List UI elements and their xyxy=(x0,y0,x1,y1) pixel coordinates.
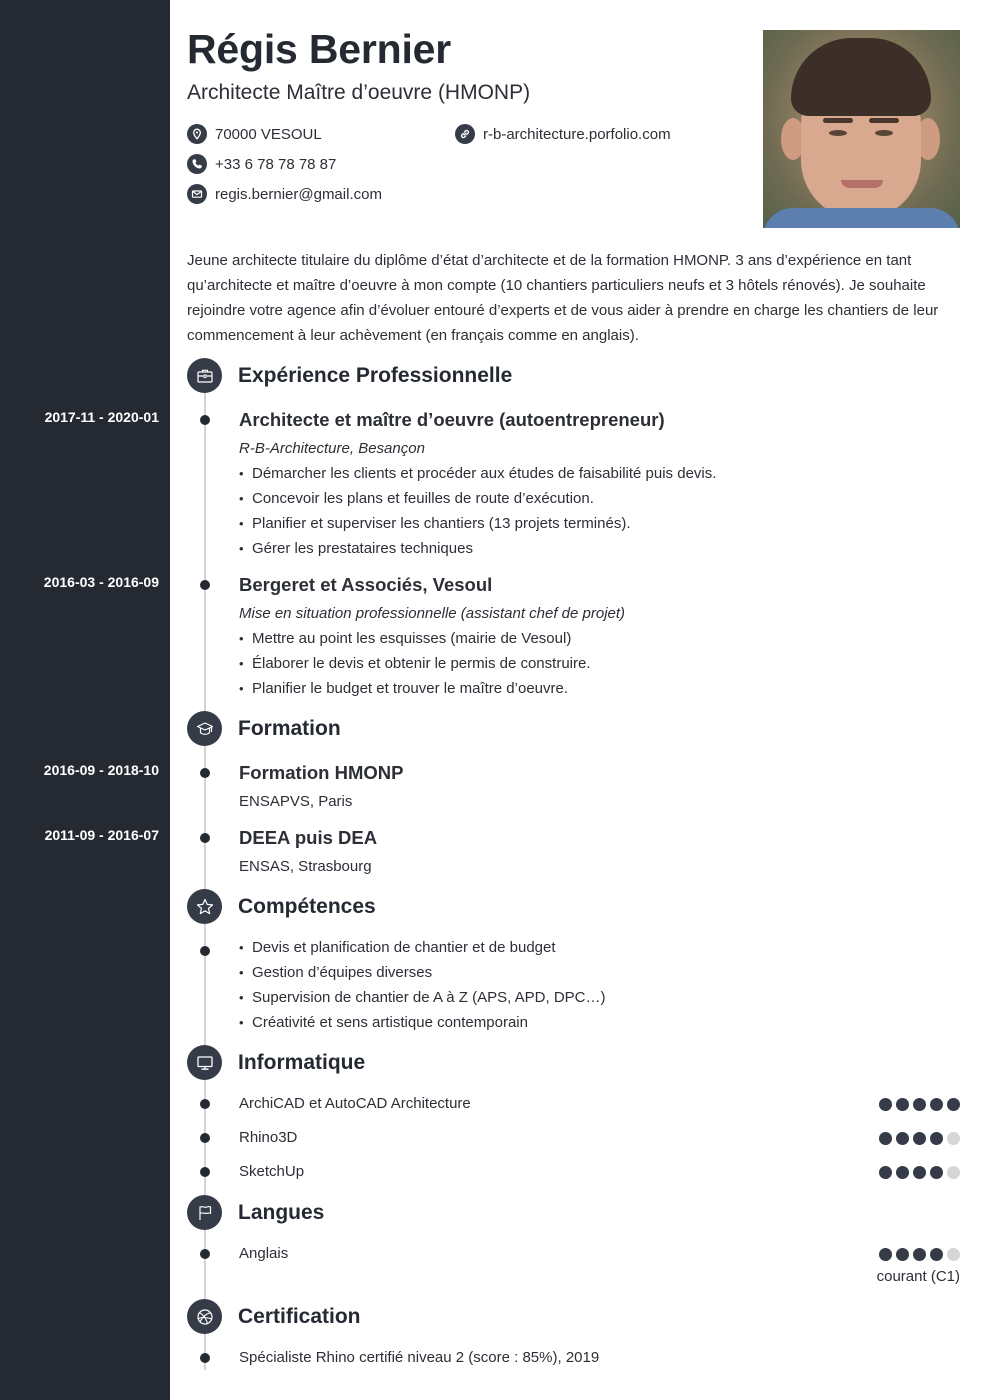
rating-dot-filled xyxy=(930,1132,943,1145)
graduation-cap-icon xyxy=(187,711,222,746)
software-rating xyxy=(879,1132,960,1145)
phone-icon xyxy=(187,154,207,174)
link-icon xyxy=(455,124,475,144)
rating-dot-empty xyxy=(947,1248,960,1261)
rating-dot-empty xyxy=(947,1132,960,1145)
rating-dot-filled xyxy=(913,1166,926,1179)
section-title: Langues xyxy=(238,1200,325,1224)
task-item: • Mettre au point les esquisses (mairie de Vesoul) xyxy=(239,626,591,651)
rating-dot-filled xyxy=(879,1166,892,1179)
skill-item: • Créativité et sens artistique contemporain xyxy=(239,1010,606,1035)
candidate-name: Régis Bernier xyxy=(187,26,452,72)
profile-summary: Jeune architecte titulaire du diplôme d’état d’architecte et de la formation HMONP. 3 ans d’expérience en tant qu’architecte et maître d’oeuvre à mon compte (10 chantiers particuliers neufs et 3 hôtels rénovés). Je souhaite rejoindre votre agence afin d’évoluer entouré d’experts et de vous aider à prendre en charge les chantiers de leur commencement à leur achèvement (en français comme en anglais). xyxy=(187,252,939,344)
task-item: • Planifier et superviser les chantiers (13 projets terminés). xyxy=(239,511,716,536)
rating-dot-filled xyxy=(879,1098,892,1111)
rating-dot-filled xyxy=(896,1166,909,1179)
rating-dot-filled xyxy=(913,1132,926,1145)
date-range: 2016-09 - 2018-10 xyxy=(43,762,159,778)
section-education xyxy=(187,711,341,746)
rating-dot-filled xyxy=(896,1098,909,1111)
timeline-dot xyxy=(200,415,210,425)
rating-dot-filled xyxy=(879,1132,892,1145)
software-name: Rhino3D xyxy=(239,1129,298,1146)
software-name: SketchUp xyxy=(239,1163,305,1180)
rating-dot-filled xyxy=(930,1166,943,1179)
skill-item: • Devis et planification de chantier et de budget xyxy=(239,935,606,960)
date-range: 2017-11 - 2020-01 xyxy=(44,409,159,425)
section-certification xyxy=(187,1299,361,1334)
section-title: Informatique xyxy=(238,1050,366,1074)
contact-website xyxy=(455,124,671,144)
language-name: Anglais xyxy=(239,1245,289,1262)
section-skills xyxy=(187,889,376,924)
task-item: • Démarcher les clients et procéder aux études de faisabilité puis devis. xyxy=(239,461,716,486)
rating-dot-filled xyxy=(930,1248,943,1261)
job-tasks xyxy=(239,461,716,561)
basketball-icon xyxy=(187,1299,222,1334)
certification-item: Spécialiste Rhino certifié niveau 2 (score : 85%), 2019 xyxy=(239,1349,600,1366)
email-text[interactable]: regis.bernier@gmail.com xyxy=(215,185,382,203)
software-name: ArchiCAD et AutoCAD Architecture xyxy=(239,1095,471,1112)
rating-dot-empty xyxy=(947,1166,960,1179)
rating-dot-filled xyxy=(913,1248,926,1261)
degree-title: DEEA puis DEA xyxy=(239,827,378,848)
section-languages xyxy=(187,1195,324,1230)
software-rating xyxy=(879,1098,960,1111)
briefcase-icon xyxy=(187,358,222,393)
contact-address xyxy=(187,124,322,144)
timeline-dot xyxy=(200,1249,210,1259)
date-range: 2011-09 - 2016-07 xyxy=(44,827,159,843)
job-role: Mise en situation professionnelle (assistant chef de projet) xyxy=(239,605,626,622)
software-rating xyxy=(879,1166,960,1179)
section-title: Compétences xyxy=(238,894,376,918)
job-title: Bergeret et Associés, Vesoul xyxy=(239,574,493,595)
date-range: 2016-03 - 2016-09 xyxy=(43,574,159,590)
phone-text[interactable]: +33 6 78 78 78 87 xyxy=(215,155,337,173)
timeline-dot xyxy=(200,833,210,843)
website-link[interactable]: r-b-architecture.porfolio.com xyxy=(483,125,671,143)
section-title: Expérience Professionnelle xyxy=(238,363,513,387)
address-text: 70000 VESOUL xyxy=(215,125,322,143)
skill-item: • Supervision de chantier de A à Z (APS, APD, DPC…) xyxy=(239,985,606,1010)
skill-item: • Gestion d’équipes diverses xyxy=(239,960,606,985)
timeline-dot xyxy=(200,1167,210,1177)
timeline-dot xyxy=(200,768,210,778)
timeline-dot xyxy=(200,1133,210,1143)
task-item: • Concevoir les plans et feuilles de route d’exécution. xyxy=(239,486,716,511)
job-title: Architecte Maître d’oeuvre (HMONP) xyxy=(187,81,531,104)
flag-icon xyxy=(187,1195,222,1230)
section-title: Certification xyxy=(238,1304,361,1328)
school-name: ENSAPVS, Paris xyxy=(239,793,353,810)
rating-dot-filled xyxy=(896,1132,909,1145)
company-location: R-B-Architecture, Besançon xyxy=(239,440,425,457)
section-title: Formation xyxy=(238,716,341,740)
timeline-dot xyxy=(200,580,210,590)
task-item: • Élaborer le devis et obtenir le permis de construire. xyxy=(239,651,591,676)
profile-photo xyxy=(763,30,960,228)
location-pin-icon xyxy=(187,124,207,144)
section-software xyxy=(187,1045,365,1080)
timeline-dot xyxy=(200,946,210,956)
job-title: Architecte et maître d’oeuvre (autoentrepreneur) xyxy=(239,409,665,430)
language-rating xyxy=(879,1248,960,1261)
language-level: courant (C1) xyxy=(876,1268,960,1285)
star-icon xyxy=(187,889,222,924)
rating-dot-filled xyxy=(930,1098,943,1111)
task-item: • Planifier le budget et trouver le maître d’oeuvre. xyxy=(239,676,591,701)
rating-dot-filled xyxy=(879,1248,892,1261)
section-experience xyxy=(187,358,512,393)
left-sidebar xyxy=(0,0,170,1400)
timeline-dot xyxy=(200,1353,210,1363)
task-item: • Gérer les prestataires techniques xyxy=(239,536,716,561)
rating-dot-filled xyxy=(896,1248,909,1261)
school-name: ENSAS, Strasbourg xyxy=(239,858,372,875)
contact-email xyxy=(187,184,382,204)
contact-phone xyxy=(187,154,336,174)
degree-title: Formation HMONP xyxy=(239,762,404,783)
rating-dot-filled xyxy=(913,1098,926,1111)
monitor-icon xyxy=(187,1045,222,1080)
rating-dot-filled xyxy=(947,1098,960,1111)
job-tasks xyxy=(239,626,591,701)
timeline-dot xyxy=(200,1099,210,1109)
skills-list xyxy=(239,935,606,1035)
email-icon xyxy=(187,184,207,204)
